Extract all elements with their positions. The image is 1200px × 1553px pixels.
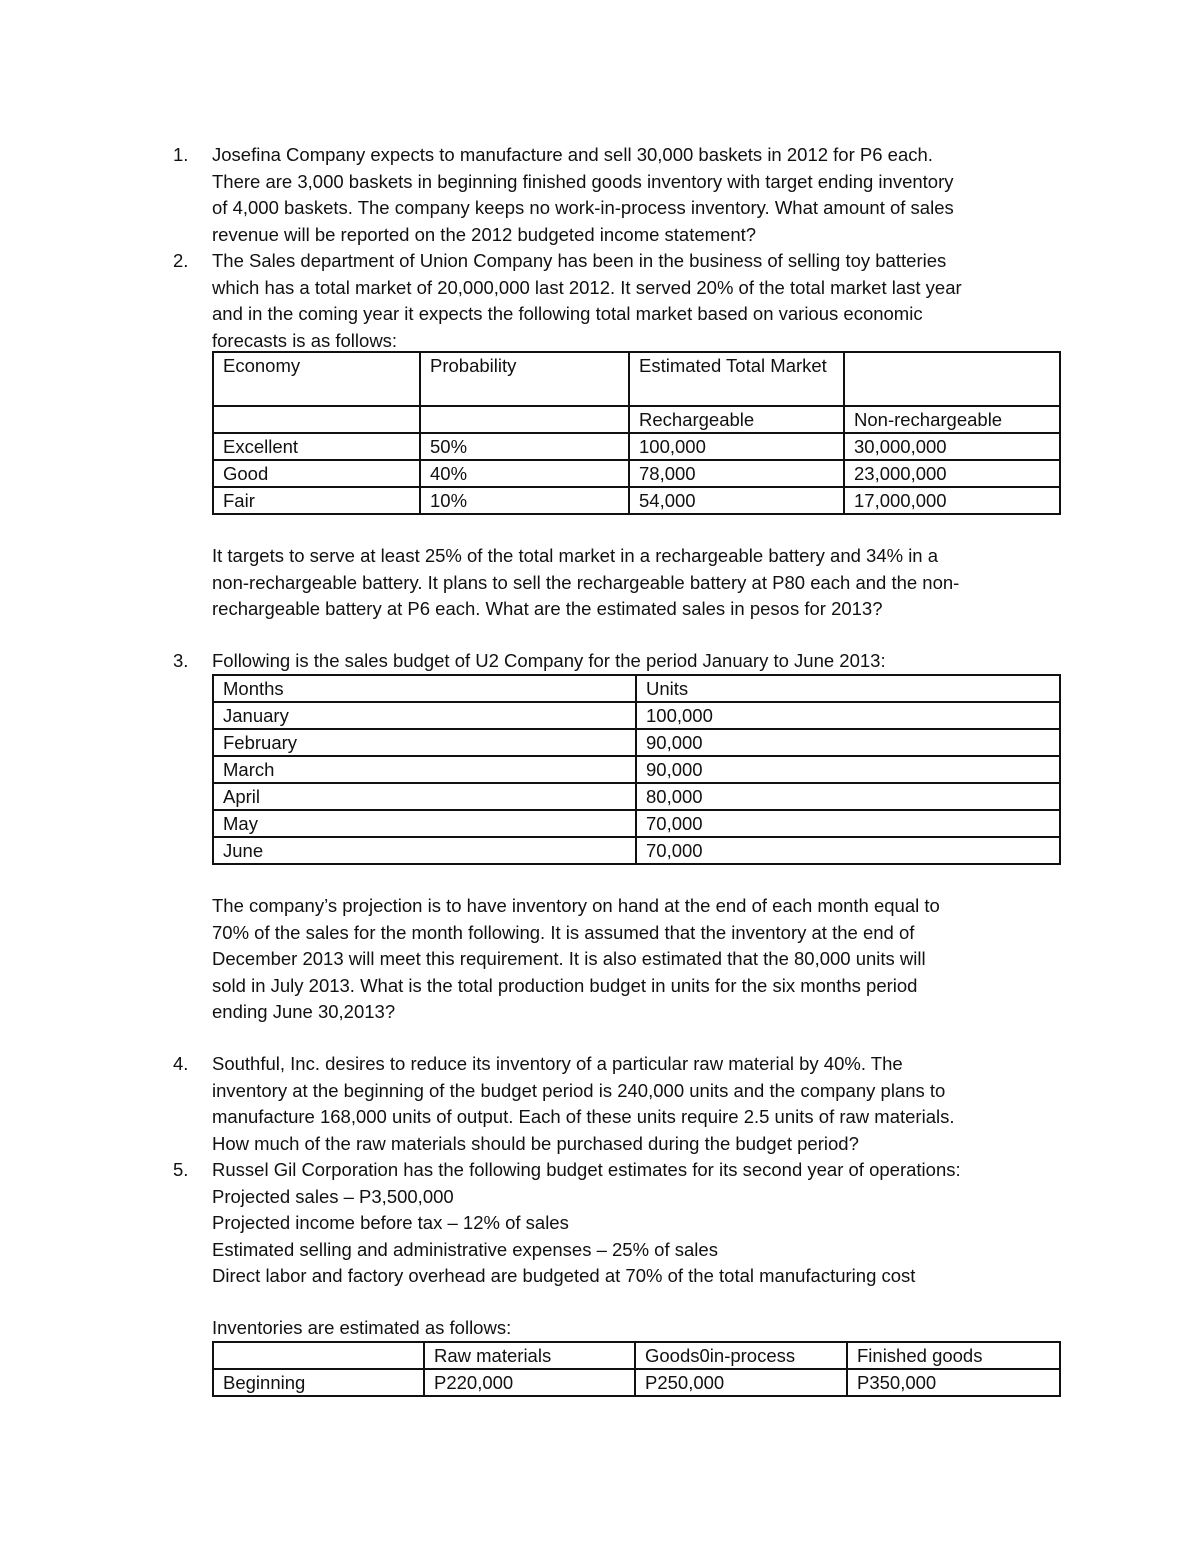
table-header-cell: Goods0in-process xyxy=(635,1342,847,1369)
table-cell: 100,000 xyxy=(629,433,844,460)
text-line: which has a total market of 20,000,000 last 2012. It served 20% of the total market last year xyxy=(212,276,962,298)
question-3-followup xyxy=(212,893,1062,1026)
text-line: Projected sales – P3,500,000 xyxy=(212,1185,454,1207)
table-row xyxy=(213,756,1060,783)
table-cell: 50% xyxy=(420,433,629,460)
table-cell: 10% xyxy=(420,487,629,514)
text-line: and in the coming year it expects the following total market based on various economic xyxy=(212,303,923,324)
table-header-cell xyxy=(844,352,1060,406)
text-line: sold in July 2013. What is the total production budget in units for the six months period xyxy=(212,974,918,996)
table-header-cell: Rechargeable xyxy=(629,406,844,433)
question-text xyxy=(212,1051,1062,1157)
table-cell: May xyxy=(213,810,636,837)
text-line: December 2013 will meet this requirement. It is also estimated that the 80,000 units will xyxy=(212,948,926,969)
table-row xyxy=(213,460,1060,487)
text-line: of 4,000 baskets. The company keeps no work-in-process inventory. What amount of sales xyxy=(212,197,954,218)
market-forecast-table xyxy=(212,351,1061,515)
table-header-cell: Months xyxy=(213,675,636,702)
text-line: manufacture 168,000 units of output. Each of these units require 2.5 units of raw materials. xyxy=(212,1106,955,1127)
table-cell: February xyxy=(213,729,636,756)
table-cell: 90,000 xyxy=(636,756,1060,783)
text-line: Inventories are estimated as follows: xyxy=(212,1317,512,1338)
table-cell: Beginning xyxy=(213,1369,424,1396)
text-line: inventory at the beginning of the budget period is 240,000 units and the company plans to xyxy=(212,1079,946,1101)
text-line: revenue will be reported on the 2012 budgeted income statement? xyxy=(212,223,757,245)
question-number: 2. xyxy=(173,250,189,271)
table-header-cell xyxy=(213,1342,424,1369)
table-cell: Good xyxy=(213,460,420,487)
table-cell: P350,000 xyxy=(847,1369,1060,1396)
question-text xyxy=(212,248,1062,354)
text-line: The company’s projection is to have inventory on hand at the end of each month equal to xyxy=(212,895,940,916)
table-cell: P250,000 xyxy=(635,1369,847,1396)
table-row xyxy=(213,729,1060,756)
table-header-cell xyxy=(213,406,420,433)
table-header-row xyxy=(213,1342,1060,1369)
table-row xyxy=(213,810,1060,837)
table-row xyxy=(213,487,1060,514)
table-header-row xyxy=(213,675,1060,702)
inventories-label xyxy=(212,1315,1062,1342)
text-line: The Sales department of Union Company has been in the business of selling toy batteries xyxy=(212,250,947,271)
question-number: 1. xyxy=(173,144,189,165)
table-cell: March xyxy=(213,756,636,783)
text-line: non-rechargeable battery. It plans to sell the rechargeable battery at P80 each and the non- xyxy=(212,571,960,593)
text-line: rechargeable battery at P6 each. What are the estimated sales in pesos for 2013? xyxy=(212,598,883,619)
question-text xyxy=(212,142,1062,248)
table-header-row xyxy=(213,352,1060,406)
table-cell: P220,000 xyxy=(424,1369,635,1396)
table-subheader-row xyxy=(213,406,1060,433)
table-cell: Excellent xyxy=(213,433,420,460)
table-cell: April xyxy=(213,783,636,810)
text-line: How much of the raw materials should be purchased during the budget period? xyxy=(212,1132,859,1154)
text-line: Projected income before tax – 12% of sales xyxy=(212,1212,569,1233)
table-cell: 70,000 xyxy=(636,837,1060,864)
question-text xyxy=(212,1157,1062,1290)
text-line: It targets to serve at least 25% of the total market in a rechargeable battery and 34% in a xyxy=(212,545,939,566)
table-cell: 90,000 xyxy=(636,729,1060,756)
text-line: forecasts is as follows: xyxy=(212,329,398,351)
table-cell: 54,000 xyxy=(629,487,844,514)
table-cell: 100,000 xyxy=(636,702,1060,729)
table-header-cell: Economy xyxy=(213,352,420,406)
question-number: 5. xyxy=(173,1159,189,1180)
table-header-cell: Units xyxy=(636,675,1060,702)
inventories-table xyxy=(212,1341,1061,1397)
text-line: Direct labor and factory overhead are budgeted at 70% of the total manufacturing cost xyxy=(212,1265,916,1286)
table-cell: June xyxy=(213,837,636,864)
question-text xyxy=(212,648,1062,675)
question-number: 3. xyxy=(173,650,189,671)
table-cell: 40% xyxy=(420,460,629,487)
table-header-cell: Finished goods xyxy=(847,1342,1060,1369)
table-cell: 78,000 xyxy=(629,460,844,487)
text-line: Southful, Inc. desires to reduce its inventory of a particular raw material by 40%. The xyxy=(212,1053,903,1074)
table-header-cell xyxy=(420,406,629,433)
table-row xyxy=(213,702,1060,729)
question-2-followup xyxy=(212,543,1062,623)
table-cell: January xyxy=(213,702,636,729)
text-line: Josefina Company expects to manufacture and sell 30,000 baskets in 2012 for P6 each. xyxy=(212,144,933,165)
text-line: Estimated selling and administrative expenses – 25% of sales xyxy=(212,1238,718,1260)
table-row xyxy=(213,433,1060,460)
table-header-cell: Raw materials xyxy=(424,1342,635,1369)
text-line: There are 3,000 baskets in beginning finished goods inventory with target ending inventory xyxy=(212,170,954,192)
table-cell: 23,000,000 xyxy=(844,460,1060,487)
text-line: ending June 30,2013? xyxy=(212,1001,396,1022)
table-row xyxy=(213,837,1060,864)
text-line: 70% of the sales for the month following. It is assumed that the inventory at the end of xyxy=(212,921,915,943)
table-row xyxy=(213,1369,1060,1396)
table-header-cell: Probability xyxy=(420,352,629,406)
text-line: Russel Gil Corporation has the following budget estimates for its second year of operations: xyxy=(212,1159,961,1180)
table-header-cell: Estimated Total Market xyxy=(629,352,844,406)
table-cell: 17,000,000 xyxy=(844,487,1060,514)
table-cell: 70,000 xyxy=(636,810,1060,837)
sales-budget-table xyxy=(212,674,1061,865)
table-row xyxy=(213,783,1060,810)
table-header-cell: Non-rechargeable xyxy=(844,406,1060,433)
table-cell: Fair xyxy=(213,487,420,514)
question-number: 4. xyxy=(173,1053,189,1074)
table-cell: 30,000,000 xyxy=(844,433,1060,460)
table-cell: 80,000 xyxy=(636,783,1060,810)
text-line: Following is the sales budget of U2 Company for the period January to June 2013: xyxy=(212,650,886,671)
